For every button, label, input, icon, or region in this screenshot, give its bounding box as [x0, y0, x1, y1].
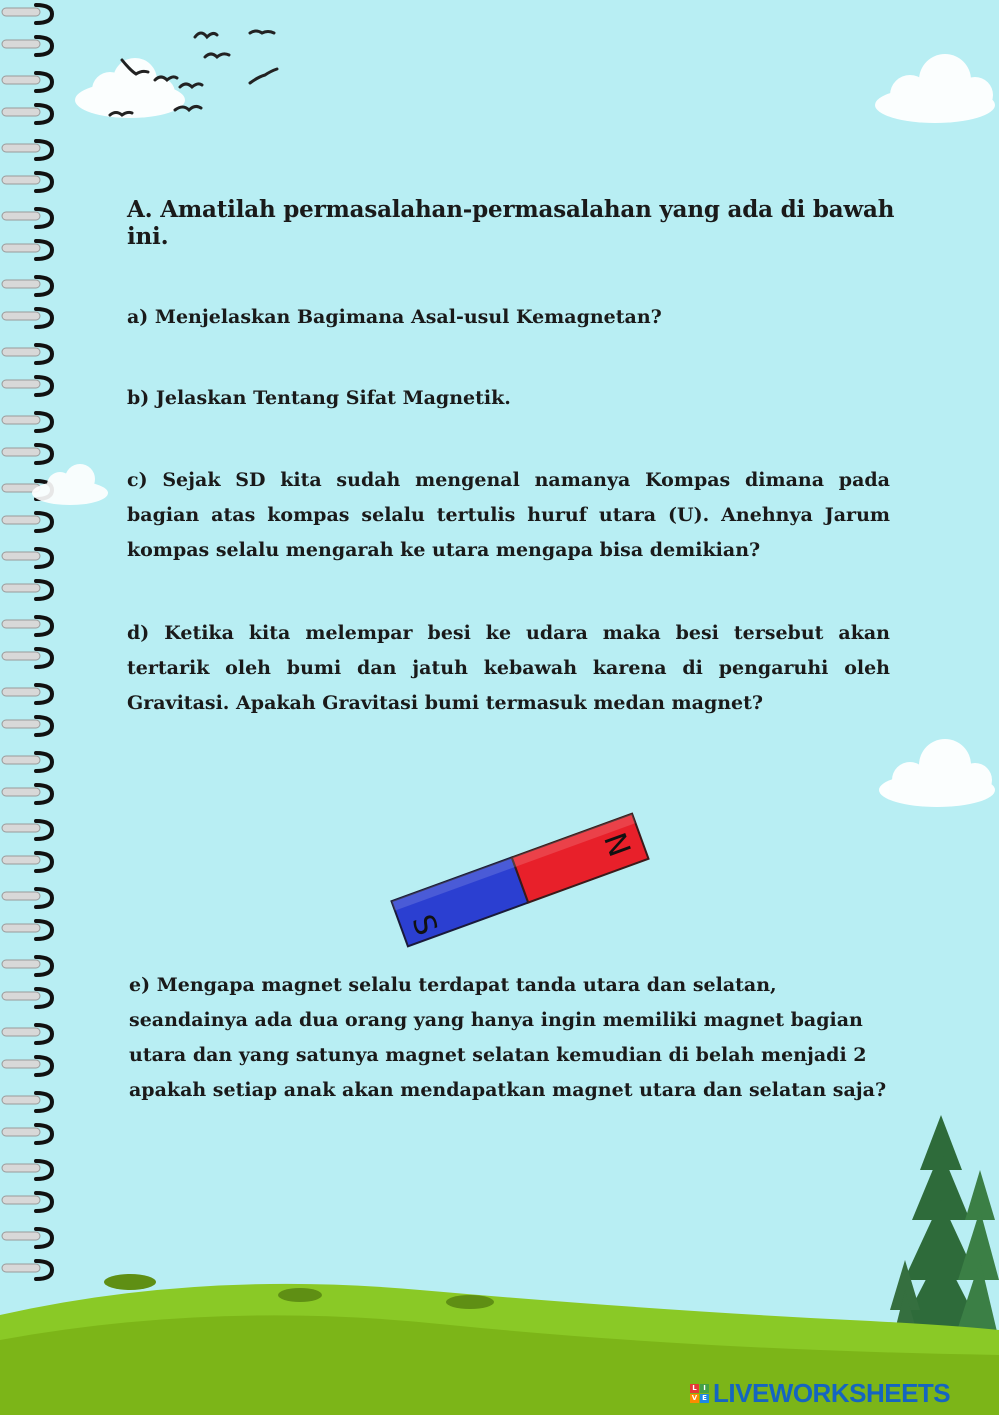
spiral-ring: [2, 853, 52, 871]
spiral-ring: [2, 581, 52, 599]
spiral-ring: [2, 1193, 52, 1211]
spiral-ring: [2, 277, 52, 295]
spiral-ring: [2, 1161, 52, 1179]
cloud-top-right: [870, 50, 999, 130]
spiral-ring: [2, 73, 52, 91]
spiral-ring: [2, 209, 52, 227]
spiral-ring: [2, 37, 52, 55]
spiral-ring: [2, 5, 52, 23]
spiral-ring: [2, 957, 52, 975]
spiral-ring: [2, 685, 52, 703]
birds-flock-icon: [100, 25, 290, 125]
cloud-mid-left: [30, 455, 110, 510]
cloud-mid-right: [875, 730, 999, 815]
spiral-ring: [2, 345, 52, 363]
bar-magnet-image: [380, 800, 660, 960]
spiral-ring: [2, 105, 52, 123]
magnet-north-label: N: [598, 827, 640, 861]
question-a: a) Menjelaskan Bagimana Asal-usul Kemagnetan?: [127, 306, 662, 328]
spiral-ring: [2, 513, 52, 531]
spiral-ring: [2, 1093, 52, 1111]
liveworksheets-logo-icon: L I V E: [690, 1384, 709, 1403]
spiral-ring: [2, 377, 52, 395]
question-b: b) Jelaskan Tentang Sifat Magnetik.: [127, 387, 511, 409]
spiral-ring: [2, 241, 52, 259]
question-e: e) Mengapa magnet selalu terdapat tanda utara dan selatan, seandainya ada dua orang yang hanya ingin memiliki magnet bagian utara dan yang satunya magnet selatan kemudian di belah menjadi 2 apakah setiap anak akan mendapatkan magnet utara dan selatan saja?: [129, 974, 887, 1101]
spiral-ring: [2, 1057, 52, 1075]
spiral-ring: [2, 649, 52, 667]
spiral-ring: [2, 617, 52, 635]
liveworksheets-wordmark: LIVEWORKSHEETS: [713, 1378, 951, 1408]
question-d: d) Ketika kita melempar besi ke udara maka besi tersebut akan tertarik oleh bumi dan jatuh kebawah karena di pengaruhi oleh Gravitasi. Apakah Gravitasi bumi termasuk medan magnet?: [127, 622, 890, 714]
spiral-ring: [2, 141, 52, 159]
spiral-ring: [2, 173, 52, 191]
spiral-ring: [2, 989, 52, 1007]
spiral-ring: [2, 1025, 52, 1043]
spiral-ring: [2, 921, 52, 939]
spiral-ring: [2, 785, 52, 803]
spiral-ring: [2, 717, 52, 735]
worksheet-title: A. Amatilah permasalahan-permasalahan yang ada di bawah ini.: [127, 196, 895, 250]
magnet-south-label: S: [404, 910, 444, 940]
spiral-ring: [2, 889, 52, 907]
spiral-binding: [0, 0, 70, 1415]
spiral-ring: [2, 549, 52, 567]
spiral-ring: [2, 413, 52, 431]
spiral-ring: [2, 753, 52, 771]
liveworksheets-brand: [690, 1378, 950, 1409]
spiral-ring: [2, 1125, 52, 1143]
question-c: c) Sejak SD kita sudah mengenal namanya Kompas dimana pada bagian atas kompas selalu tertulis huruf utara (U). Anehnya Jarum kompas selalu mengarah ke utara mengapa bisa demikian?: [127, 469, 890, 561]
spiral-ring: [2, 309, 52, 327]
spiral-ring: [2, 821, 52, 839]
